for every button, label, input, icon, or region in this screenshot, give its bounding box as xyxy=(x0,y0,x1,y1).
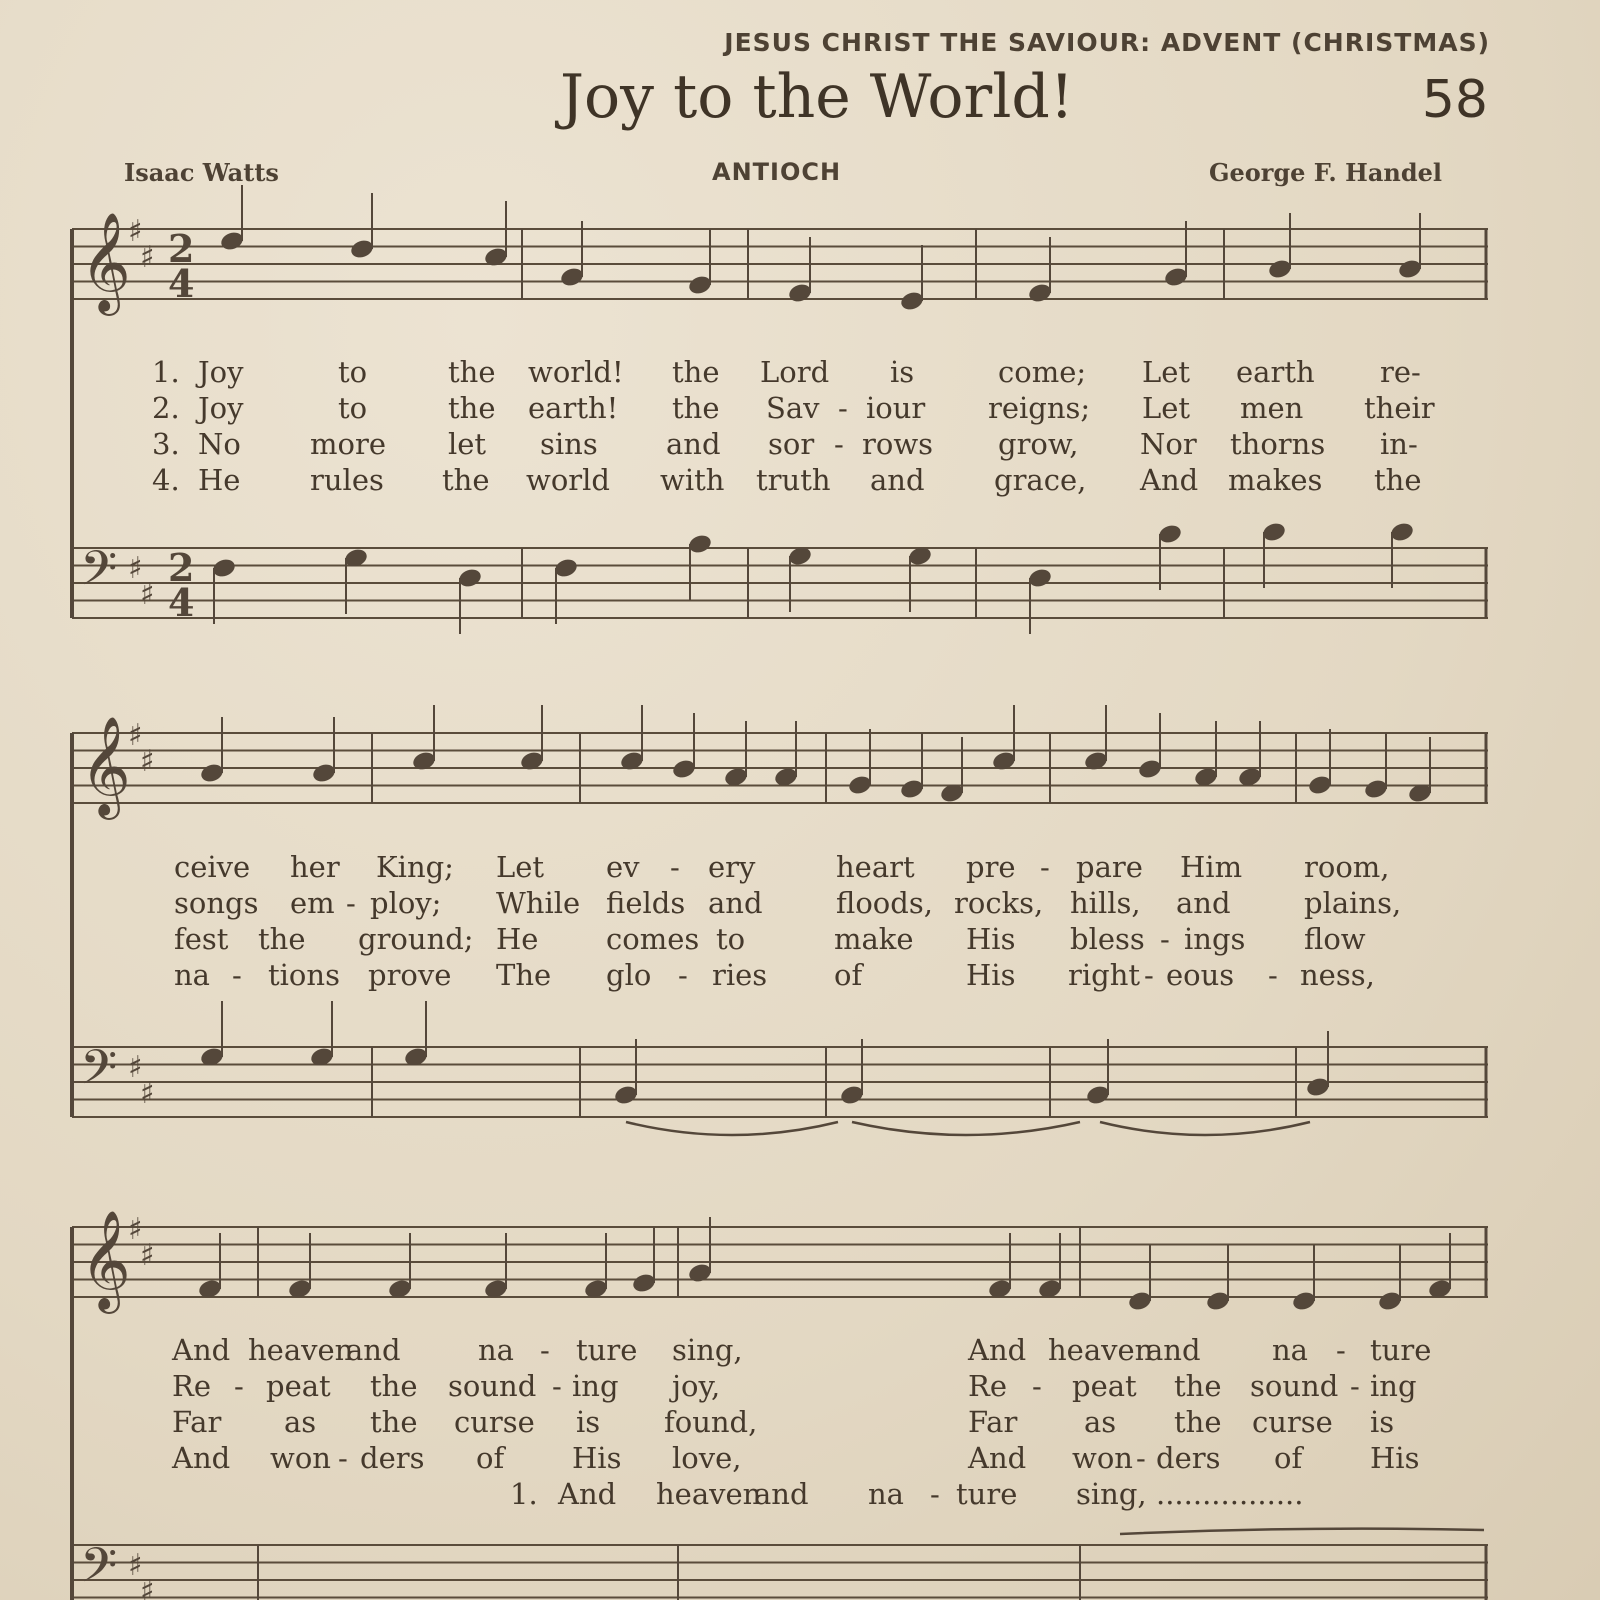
lyric-word: The xyxy=(496,958,552,992)
lyric-word: peat xyxy=(1072,1369,1137,1403)
lyric-word: No xyxy=(198,427,241,461)
lyric-word: love, xyxy=(672,1441,742,1475)
lyric-word: ders xyxy=(360,1441,425,1475)
lyric-word: - xyxy=(930,1477,940,1511)
lyric-word: and xyxy=(708,886,763,920)
lyric-word: - xyxy=(552,1369,562,1403)
bass-clef: 𝄢 xyxy=(80,1039,118,1107)
time-signature-bottom: 4 xyxy=(168,580,195,625)
lyric-word: the xyxy=(258,922,306,956)
lyric-word: Sav xyxy=(766,391,820,425)
lyric-word: curse xyxy=(454,1405,535,1439)
lyric-word: And xyxy=(968,1333,1027,1367)
time-signature-bottom: 4 xyxy=(168,261,195,306)
lyric-word: Re xyxy=(172,1369,211,1403)
lyric-word: floods, xyxy=(836,886,933,920)
lyric-line-s2-v3 xyxy=(0,922,1600,956)
lyric-word: bless xyxy=(1070,922,1145,956)
lyric-word: - xyxy=(1032,1369,1042,1403)
lyric-word: right xyxy=(1068,958,1141,992)
lyric-word: grow, xyxy=(998,427,1079,461)
lyric-word: thorns xyxy=(1230,427,1326,461)
lyric-word: earth xyxy=(1236,355,1315,389)
sharp-sign: ♯ xyxy=(128,551,143,586)
lyric-word: - xyxy=(1144,958,1154,992)
lyric-word: - xyxy=(838,391,848,425)
sharp-sign: ♯ xyxy=(140,577,155,612)
tie-arc xyxy=(626,1122,838,1135)
lyric-word: ev xyxy=(606,850,640,884)
lyric-word: as xyxy=(1084,1405,1117,1439)
lyric-word: His xyxy=(966,922,1016,956)
lyric-word: songs xyxy=(174,886,259,920)
lyric-word: and xyxy=(346,1333,401,1367)
lyric-line-s1-v3 xyxy=(0,427,1600,461)
lyric-word: sor xyxy=(768,427,815,461)
lyric-word: ture xyxy=(1370,1333,1432,1367)
lyric-word: come; xyxy=(998,355,1087,389)
lyric-line-s3-v4 xyxy=(0,1441,1600,1475)
tie-arc xyxy=(1100,1122,1310,1135)
lyric-word: sound xyxy=(448,1369,537,1403)
lyric-word: His xyxy=(1370,1441,1420,1475)
author-credit: Isaac Watts xyxy=(124,158,279,187)
lyric-word: 4. xyxy=(152,463,180,497)
lyric-word: world xyxy=(526,463,610,497)
lyric-word: more xyxy=(310,427,386,461)
hymn-number: 58 xyxy=(1421,70,1488,130)
lyric-word: is xyxy=(576,1405,601,1439)
lyric-word: sound xyxy=(1250,1369,1339,1403)
lyric-word: - xyxy=(678,958,688,992)
lyric-line-s2-v2 xyxy=(0,886,1600,920)
lyric-word: heart xyxy=(836,850,915,884)
lyric-word: While xyxy=(496,886,581,920)
lyric-word: with xyxy=(660,463,725,497)
lyric-line-s1-v2 xyxy=(0,391,1600,425)
lyric-word: Lord xyxy=(760,355,830,389)
sharp-sign: ♯ xyxy=(140,1076,155,1111)
lyric-word: Let xyxy=(1142,391,1191,425)
lyric-word: - xyxy=(1136,1441,1146,1475)
lyric-word: hills, xyxy=(1070,886,1141,920)
sharp-sign: ♯ xyxy=(128,1548,143,1583)
lyric-word: ture xyxy=(576,1333,638,1367)
lyric-word: rules xyxy=(310,463,384,497)
lyric-word: peat xyxy=(266,1369,331,1403)
lyric-word: men xyxy=(1240,391,1304,425)
lyric-word: the xyxy=(448,391,496,425)
lyric-word: heaven xyxy=(656,1477,762,1511)
lyric-line-s3-v1 xyxy=(0,1333,1600,1367)
lyric-word: - xyxy=(1160,922,1170,956)
lyric-word: rocks, xyxy=(954,886,1044,920)
lyric-word: room, xyxy=(1304,850,1390,884)
bass-clef: 𝄢 xyxy=(80,1537,118,1600)
lyric-word: the xyxy=(672,355,720,389)
lyric-word: na xyxy=(1272,1333,1308,1367)
lyric-word: His xyxy=(572,1441,622,1475)
treble-clef: 𝄞 xyxy=(80,1210,131,1310)
lyric-word: and xyxy=(666,427,721,461)
lyric-word: joy, xyxy=(672,1369,721,1403)
lyric-word: - xyxy=(234,1369,244,1403)
lyric-word: pre xyxy=(966,850,1016,884)
lyric-word: And xyxy=(968,1441,1027,1475)
lyric-word: glo xyxy=(606,958,652,992)
lyric-word: 3. xyxy=(152,427,180,461)
lyric-word: 1. xyxy=(152,355,180,389)
sharp-sign: ♯ xyxy=(128,214,143,249)
lyric-word: of xyxy=(1274,1441,1303,1475)
lyric-word: the xyxy=(1174,1405,1222,1439)
lyric-word: ground; xyxy=(358,922,474,956)
lyric-line-s1-v4 xyxy=(0,463,1600,497)
time-signature-top: 2 xyxy=(168,545,195,590)
sharp-sign: ♯ xyxy=(128,1050,143,1085)
lyric-word: eous xyxy=(1166,958,1235,992)
lyric-word: and xyxy=(870,463,925,497)
lyric-word: ture xyxy=(956,1477,1018,1511)
lyric-word: He xyxy=(496,922,539,956)
tune-name: ANTIOCH xyxy=(712,158,842,186)
lyric-word: comes xyxy=(606,922,700,956)
lyric-word: is xyxy=(1370,1405,1395,1439)
lyric-word: ings xyxy=(1184,922,1246,956)
sharp-sign: ♯ xyxy=(140,1238,155,1273)
lyric-word: and xyxy=(1176,886,1231,920)
lyric-word: pare xyxy=(1076,850,1143,884)
lyric-word: and xyxy=(754,1477,809,1511)
lyric-word: 1. xyxy=(510,1477,538,1511)
lyric-word: tions xyxy=(268,958,340,992)
bass-clef: 𝄢 xyxy=(80,540,118,608)
treble-clef: 𝄞 xyxy=(80,212,131,312)
lyric-word: iour xyxy=(866,391,926,425)
lyric-word: ing xyxy=(1370,1369,1417,1403)
lyric-word: - xyxy=(540,1333,550,1367)
lyric-word: 2. xyxy=(152,391,180,425)
lyric-word: of xyxy=(476,1441,505,1475)
lyric-line-s3-v2 xyxy=(0,1369,1600,1403)
lyric-word: of xyxy=(834,958,863,992)
lyric-word: rows xyxy=(862,427,934,461)
lyric-word: - xyxy=(1040,850,1050,884)
lyric-word: He xyxy=(198,463,241,497)
lyric-word: her xyxy=(290,850,340,884)
sharp-sign: ♯ xyxy=(140,1574,155,1600)
lyric-word: - xyxy=(1336,1333,1346,1367)
lyric-word: re- xyxy=(1380,355,1421,389)
lyric-word: plains, xyxy=(1304,886,1402,920)
lyric-word: their xyxy=(1364,391,1435,425)
lyric-word: Him xyxy=(1180,850,1243,884)
lyric-word: Let xyxy=(496,850,545,884)
lyric-word: the xyxy=(1174,1369,1222,1403)
lyric-line-s2-v4 xyxy=(0,958,1600,992)
sharp-sign: ♯ xyxy=(128,718,143,753)
lyric-word: earth! xyxy=(528,391,619,425)
lyric-word: na xyxy=(868,1477,904,1511)
lyric-word: Far xyxy=(172,1405,222,1439)
lyric-word: ery xyxy=(708,850,756,884)
lyric-word: His xyxy=(966,958,1016,992)
lyric-word: world! xyxy=(528,355,624,389)
lyric-word: as xyxy=(284,1405,317,1439)
lyric-word: reigns; xyxy=(988,391,1091,425)
lyric-word: Let xyxy=(1142,355,1191,389)
lyric-word: to xyxy=(338,355,368,389)
lyric-word: ................ xyxy=(1156,1477,1304,1511)
lyric-word: is xyxy=(890,355,915,389)
lyric-word: make xyxy=(834,922,914,956)
tie-arc xyxy=(852,1122,1080,1135)
lyric-word: - xyxy=(670,850,680,884)
lyric-word: fest xyxy=(174,922,229,956)
lyric-word: curse xyxy=(1252,1405,1333,1439)
lyric-word: to xyxy=(716,922,746,956)
lyric-word: won xyxy=(1072,1441,1133,1475)
lyric-word: prove xyxy=(368,958,452,992)
lyric-word: the xyxy=(370,1405,418,1439)
lyric-word: found, xyxy=(664,1405,758,1439)
lyric-word: em xyxy=(290,886,335,920)
lyric-line-s2-v1 xyxy=(0,850,1600,884)
lyric-word: the xyxy=(370,1369,418,1403)
treble-clef: 𝄞 xyxy=(80,716,131,816)
sharp-sign: ♯ xyxy=(140,240,155,275)
lyric-word: the xyxy=(448,355,496,389)
slur-arc xyxy=(1120,1529,1484,1534)
lyric-word: flow xyxy=(1304,922,1366,956)
lyric-word: to xyxy=(338,391,368,425)
lyric-line-s1-v1 xyxy=(0,355,1600,389)
lyric-word: - xyxy=(346,886,356,920)
lyric-word: ploy; xyxy=(370,886,442,920)
lyric-word: na xyxy=(174,958,210,992)
lyric-word: sing, xyxy=(672,1333,743,1367)
lyric-word: the xyxy=(672,391,720,425)
lyric-word: won xyxy=(270,1441,331,1475)
lyric-word: Nor xyxy=(1140,427,1197,461)
composer-credit: George F. Handel xyxy=(1208,158,1442,187)
lyric-word: in- xyxy=(1380,427,1418,461)
lyric-word: And xyxy=(1140,463,1199,497)
lyric-word: King; xyxy=(376,850,454,884)
lyric-word: and xyxy=(1146,1333,1201,1367)
lyric-word: - xyxy=(232,958,242,992)
lyric-word: And xyxy=(172,1333,231,1367)
hymn-title: Joy to the World! xyxy=(560,62,1074,132)
lyric-word: ing xyxy=(572,1369,619,1403)
lyric-word: Joy xyxy=(198,391,244,425)
lyric-word: na xyxy=(478,1333,514,1367)
lyric-word: And xyxy=(172,1441,231,1475)
lyric-word: Far xyxy=(968,1405,1018,1439)
lyric-word: sing, xyxy=(1076,1477,1147,1511)
lyric-word: ders xyxy=(1156,1441,1221,1475)
lyric-word: the xyxy=(442,463,490,497)
lyric-word: sins xyxy=(540,427,598,461)
lyric-word: ceive xyxy=(174,850,251,884)
lyric-word: let xyxy=(448,427,487,461)
lyric-line-s3-v3 xyxy=(0,1405,1600,1439)
lyric-word: heaven xyxy=(1048,1333,1154,1367)
lyric-word: - xyxy=(1350,1369,1360,1403)
sharp-sign: ♯ xyxy=(140,744,155,779)
sharp-sign: ♯ xyxy=(128,1212,143,1247)
lyric-word: ries xyxy=(712,958,768,992)
lyric-word: ness, xyxy=(1300,958,1375,992)
lyric-word: grace, xyxy=(994,463,1087,497)
section-heading: JESUS CHRIST THE SAVIOUR: ADVENT (CHRISTMAS) xyxy=(724,28,1490,57)
lyric-word: Joy xyxy=(198,355,244,389)
lyric-word: - xyxy=(834,427,844,461)
lyric-word: - xyxy=(338,1441,348,1475)
lyric-word: makes xyxy=(1228,463,1323,497)
lyric-word: And xyxy=(558,1477,617,1511)
lyric-line-s3-bass xyxy=(0,1477,1600,1511)
lyric-word: the xyxy=(1374,463,1422,497)
lyric-word: heaven xyxy=(248,1333,354,1367)
lyric-word: - xyxy=(1268,958,1278,992)
lyric-word: truth xyxy=(756,463,831,497)
lyric-word: Re xyxy=(968,1369,1007,1403)
time-signature-top: 2 xyxy=(168,226,195,271)
lyric-word: fields xyxy=(606,886,686,920)
